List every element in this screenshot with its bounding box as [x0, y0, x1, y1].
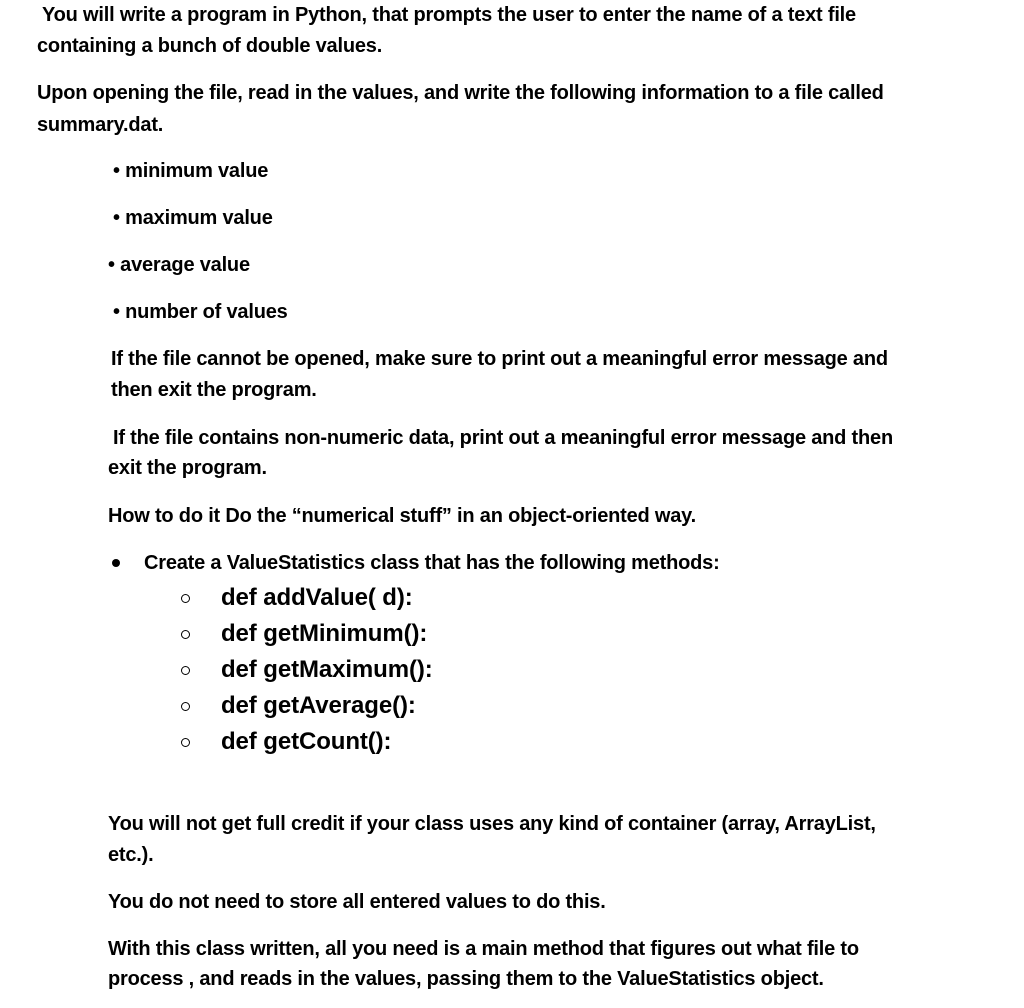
container-note-line-1: You will not get full credit if your class uses any kind of container (array, ArrayList, — [108, 813, 876, 835]
summary-item-maximum: • maximum value — [113, 207, 273, 229]
summary-item-count: • number of values — [113, 301, 288, 323]
circle-bullet-icon — [181, 702, 190, 711]
method-get-minimum: def getMinimum(): — [221, 620, 428, 647]
bullet-dot-icon — [112, 559, 120, 567]
circle-bullet-icon — [181, 738, 190, 747]
store-note-line: You do not need to store all entered values to do this. — [108, 891, 606, 913]
container-note-line-2: etc.). — [108, 844, 154, 866]
circle-bullet-icon — [181, 594, 190, 603]
howto-line: How to do it Do the “numerical stuff” in an object-oriented way. — [108, 505, 696, 527]
create-class-line: Create a ValueStatistics class that has the following methods: — [144, 552, 720, 574]
error-data-line-2: exit the program. — [108, 457, 267, 479]
main-note-line-2: process , and reads in the values, passing them to the ValueStatistics object. — [108, 968, 824, 990]
circle-bullet-icon — [181, 666, 190, 675]
method-get-average: def getAverage(): — [221, 692, 416, 719]
summary-item-average: • average value — [108, 254, 250, 276]
error-data-line-1: If the file contains non-numeric data, print out a meaningful error message and then — [113, 427, 893, 449]
summary-item-minimum: • minimum value — [113, 160, 269, 182]
opening-line-1: Upon opening the file, read in the values, and write the following information to a file called — [37, 82, 884, 104]
error-open-line-1: If the file cannot be opened, make sure to print out a meaningful error message and — [111, 348, 888, 370]
intro-line-1: You will write a program in Python, that prompts the user to enter the name of a text file — [42, 4, 856, 26]
method-get-count: def getCount(): — [221, 728, 392, 755]
error-open-line-2: then exit the program. — [111, 379, 317, 401]
method-add-value: def addValue( d): — [221, 584, 413, 611]
opening-line-2: summary.dat. — [37, 114, 164, 136]
circle-bullet-icon — [181, 630, 190, 639]
main-note-line-1: With this class written, all you need is a main method that figures out what file to — [108, 938, 859, 960]
method-get-maximum: def getMaximum(): — [221, 656, 433, 683]
intro-line-2: containing a bunch of double values. — [37, 35, 383, 57]
